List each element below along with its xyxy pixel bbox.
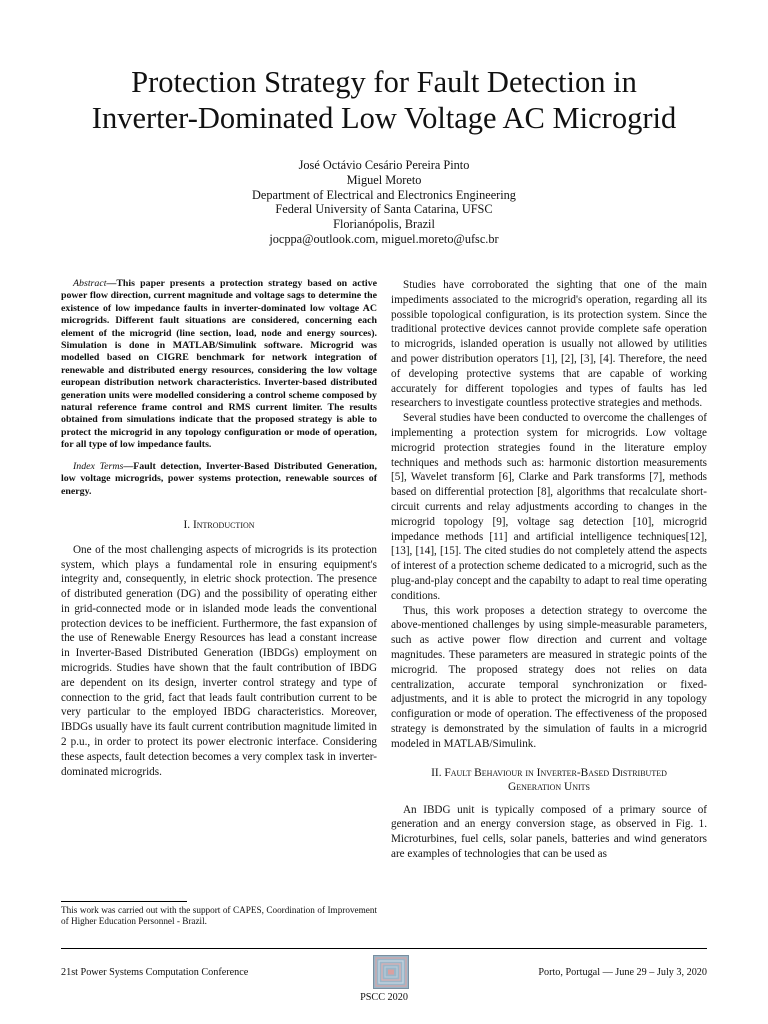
pscc-label: PSCC 2020 (360, 992, 408, 1003)
section-title-line-2: Generation Units (508, 781, 590, 794)
author-department: Department of Electrical and Electronics Engineering (252, 187, 516, 202)
index-terms (61, 461, 377, 498)
author-emails: jocppa@outlook.com, miguel.moreto@ufsc.br (269, 231, 499, 246)
section-number: II. (431, 766, 442, 779)
section-title: Introduction (192, 518, 255, 531)
index-terms-label: Index Terms (73, 460, 124, 472)
author-city: Florianópolis, Brazil (333, 217, 435, 232)
section-number: I. (183, 518, 191, 531)
section-heading-fault-behaviour (391, 766, 707, 795)
footnote-rule (61, 901, 187, 902)
footnote: This work was carried out with the support of CAPES, Coordination of Improvement of Higher Education Personnel - Brazil. (61, 905, 377, 927)
paper-title (40, 64, 728, 136)
intro-paragraph: One of the most challenging aspects of microgrids is its protection system, which plays a fundamental role in ensuring equipment's integrity and, consequently, in eletric shock protection. The presence of distributed generation (DG) and the possibility of operating either in grid-connected mode or in islanded mode leads the conventional protection devices to be inefficient. Furthermore, the fast expansion of the use of Renewable Energy Resources has lead a constant increase in Inverter-Based Distributed Generation (IBDGs) employment on microgrids. Studies have shown that the fault contribution of IBDG are dependent on its design, inverter control strategy and type of connection to the grid, fact that leads fault contribution current to be very particular to the employed IBDG characteristics. Moreover, IBDGs usually have its fault current contribution magnitude limited in 2 p.u., in order to protect its power electronic interface. Considering these aspects, fault detection becomes a very complex task in inverter-dominated microgrids. (61, 543, 377, 778)
author-name-2: Miguel Moreto (346, 172, 422, 187)
left-column (61, 278, 377, 779)
paragraph-this-work: Thus, this work proposes a detection strategy to overcome the above-mentioned challenges by using simple-measurable parameters, such as active power flow direction and current and voltage magnitudes. These parameters are measured in strategic points of the microgrid. The proposed strategy does not relies on data centralization, accurate temporal synchronization or fixed-adjustments, and it is able to protect the microgrid in any topology configuration or mode of operation. The effectiveness of the proposed strategy is demonstrated by the simulation of faults in a microgrid modeled in MATLAB/Simulink. (391, 604, 707, 750)
pscc-logo-icon (373, 955, 409, 989)
author-block (0, 158, 768, 247)
author-name-1: José Octávio Cesário Pereira Pinto (298, 158, 470, 172)
conference-name: 21st Power Systems Computation Conference (61, 967, 249, 978)
title-line-1: Protection Strategy for Fault Detection in (131, 65, 637, 99)
section-heading-introduction (61, 518, 377, 533)
index-terms-text: —Fault detection, Inverter-Based Distributed Generation, low voltage microgrids, power systems protection, renewable sources of energy. (61, 460, 377, 497)
section2-paragraph: An IBDG unit is typically composed of a primary source of generation and an energy conversion stage, as observed in Fig. 1. Microturbines, fuel cells, solar panels, batteries and wind generators are examples of technologies that can be used as (391, 803, 707, 861)
footer-rule (61, 948, 707, 949)
abstract-label: Abstract (73, 278, 107, 289)
author-university: Federal University of Santa Catarina, UFSC (275, 202, 493, 217)
section-title-line-1: Fault Behaviour in Inverter-Based Distributed (444, 766, 667, 779)
paragraph-studies: Studies have corroborated the sighting that one of the main impediments associated to the microgrid's operation, regarding all its possible topological configuration, is its protection system. Since the traditional protective devices cannot provide complete safe operation to microgrids, islanded operation is usually not allowed by utilities and power distribution operators [1], [2], [3], [4]. Therefore, the need of developing protective systems that are capable of working accurately for different topologies and types of faults has led researchers to investigate countless protective strategies and methods. (391, 279, 707, 410)
abstract-text: —This paper presents a protection strategy based on active power flow direction, current magnitude and voltage sags to determine the existence of low impedance faults in inverter-dominated low voltage AC microgrids. Different fault situations are considered, concerning each element of the microgrid (line section, load, node and energy sources). Simulation is done in MATLAB/Simulink software. Microgrid was modelled based on CIGRE benchmark for network integration of renewable and distributed energy resources, considering the low voltage european distribution network characteristics. Inverter-based distributed generation units were modelled considering a control scheme composed by natural reference frame control and RMS current limiter. The results obtained from simulations indicate that the proposed strategy is able to protect the microgrid in any topology configuration or mode of operation, for all type of low impedance faults. (61, 278, 377, 451)
paragraph-several-studies: Several studies have been conducted to overcome the challenges of implementing a protection system for microgrids. Low voltage microgrid protection strategies found in the literature employ techniques and methods such as: harmonic distortion measurements [5], Wavelet transform [6], Clarke and Park transforms [7], methods based on differential protection [8], algorithms that recalculate short-circuit currents and relay adjustments according to changes in the microgrid topology [9], voltage sag detection [10], microgrid impedance methods [11] and artificial intelligence techniques[12], [13], [14], [15]. The cited studies do not completely attend the aspects of interest of a protection scheme dedicated to a microgrid, such as the plug-and-play concept and the capabilty to adapt to real time operating conditions. (391, 412, 707, 602)
abstract (61, 278, 377, 452)
title-line-2: Inverter-Dominated Low Voltage AC Microgrid (91, 101, 677, 135)
conference-location-date: Porto, Portugal — June 29 – July 3, 2020 (538, 967, 707, 978)
right-column (391, 278, 707, 862)
